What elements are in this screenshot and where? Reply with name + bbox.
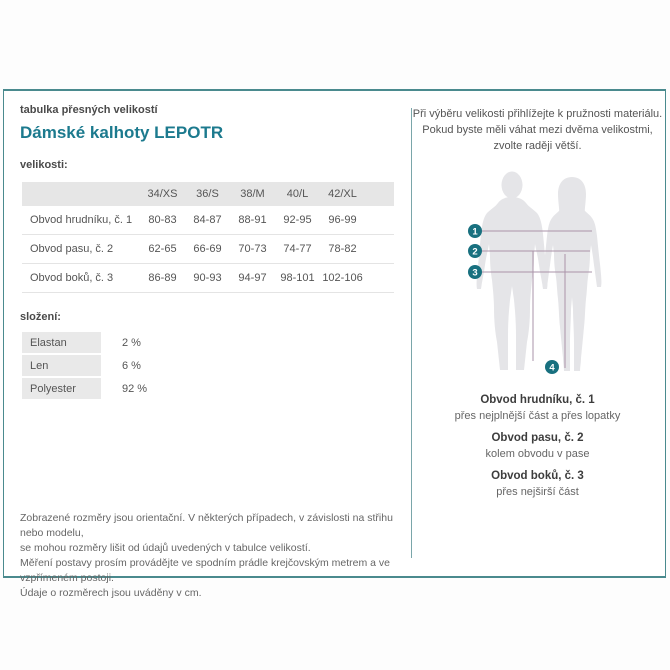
size-value: 78-82: [328, 243, 357, 255]
marker-3-badge: [468, 265, 482, 279]
material-percent: 6 %: [122, 359, 141, 372]
size-column-header: 40/L: [286, 188, 309, 200]
table-row: [22, 264, 394, 293]
size-value: 90-93: [193, 272, 222, 284]
legend-item: [411, 430, 664, 462]
material-name: Len: [22, 355, 101, 376]
female-silhouette: [543, 177, 602, 371]
size-value: 84-87: [193, 214, 222, 226]
disclaimer-line: Údaje o rozměrech jsou uváděny v cm.: [20, 587, 202, 599]
legend-title: Obvod hrudníku, č. 1: [480, 394, 595, 406]
list-item: [22, 378, 242, 399]
composition-section-label: složení:: [20, 311, 61, 323]
marker-4-number: 4: [549, 362, 555, 374]
table-row: [22, 235, 394, 264]
marker-1-badge: [468, 224, 482, 238]
size-value: 66-69: [193, 243, 222, 255]
sizes-table: [22, 182, 394, 293]
measurement-row-label: Obvod boků, č. 3: [30, 272, 114, 284]
page-title: Dámské kalhoty LEPOTR: [20, 123, 224, 142]
advice-line: Při výběru velikosti přihlížejte k pružnosti materiálu.: [412, 108, 663, 120]
material-name: Elastan: [22, 332, 101, 353]
size-column-header: 34/XS: [147, 188, 178, 200]
legend-description: kolem obvodu v pase: [485, 448, 590, 460]
material-percent: 2 %: [122, 336, 141, 349]
disclaimer-line: Zobrazené rozměry jsou orientační. V některých případech, v závislosti na střihu nebo modelu,: [20, 512, 393, 539]
list-item: [22, 355, 242, 376]
advice-line: zvolte raději větší.: [493, 140, 582, 152]
material-name: Polyester: [22, 378, 101, 399]
sizes-table-header-row: [22, 182, 394, 206]
legend-item: [411, 468, 664, 500]
marker-3-number: 3: [472, 267, 478, 279]
size-column-header: 42/XL: [328, 188, 357, 200]
table-row: [22, 206, 394, 235]
body-measurement-diagram: [411, 165, 664, 385]
size-value: 80-83: [148, 214, 177, 226]
size-value: 96-99: [328, 214, 357, 226]
size-advice-text: [411, 106, 664, 154]
size-value: 88-91: [238, 214, 267, 226]
size-value: 98-101: [280, 272, 315, 284]
legend-title: Obvod boků, č. 3: [491, 470, 584, 482]
size-chart-panel: [3, 89, 666, 599]
size-column-header: 36/S: [196, 188, 219, 200]
legend-description: přes nejširší část: [496, 486, 579, 498]
disclaimer-line: Měření postavy prosím provádějte ve spodním prádle krejčovským metrem a ve vzpřímeném postoji.: [20, 557, 390, 584]
size-value: 86-89: [148, 272, 177, 284]
marker-2-number: 2: [472, 246, 478, 258]
composition-table: [22, 332, 242, 401]
sizes-section-label: velikosti:: [20, 159, 68, 171]
size-column-header: 38/M: [240, 188, 265, 200]
table-eyebrow-label: tabulka přesných velikostí: [20, 104, 158, 116]
measurement-legend: [411, 392, 664, 506]
measurement-row-label: Obvod hrudníku, č. 1: [30, 214, 133, 226]
advice-line: Pokud byste měli váhat mezi dvěma velikostmi,: [422, 124, 653, 136]
legend-item: [411, 392, 664, 424]
size-value: 62-65: [148, 243, 177, 255]
legend-description: přes nejplnější část a přes lopatky: [454, 410, 621, 422]
marker-2-badge: [468, 244, 482, 258]
size-value: 94-97: [238, 272, 267, 284]
size-value: 74-77: [283, 243, 312, 255]
marker-4-badge: [545, 360, 559, 374]
material-percent: 92 %: [122, 382, 148, 395]
male-silhouette: [477, 172, 548, 371]
legend-title: Obvod pasu, č. 2: [491, 432, 584, 444]
disclaimer-text: [20, 511, 412, 601]
measurement-row-label: Obvod pasu, č. 2: [30, 243, 114, 255]
disclaimer-line: se mohou rozměry lišit od údajů uvedených v tabulce velikostí.: [20, 542, 311, 554]
list-item: [22, 332, 242, 353]
size-value: 92-95: [283, 214, 312, 226]
size-value: 102-106: [322, 272, 363, 284]
marker-1-number: 1: [472, 226, 478, 238]
size-value: 70-73: [238, 243, 267, 255]
